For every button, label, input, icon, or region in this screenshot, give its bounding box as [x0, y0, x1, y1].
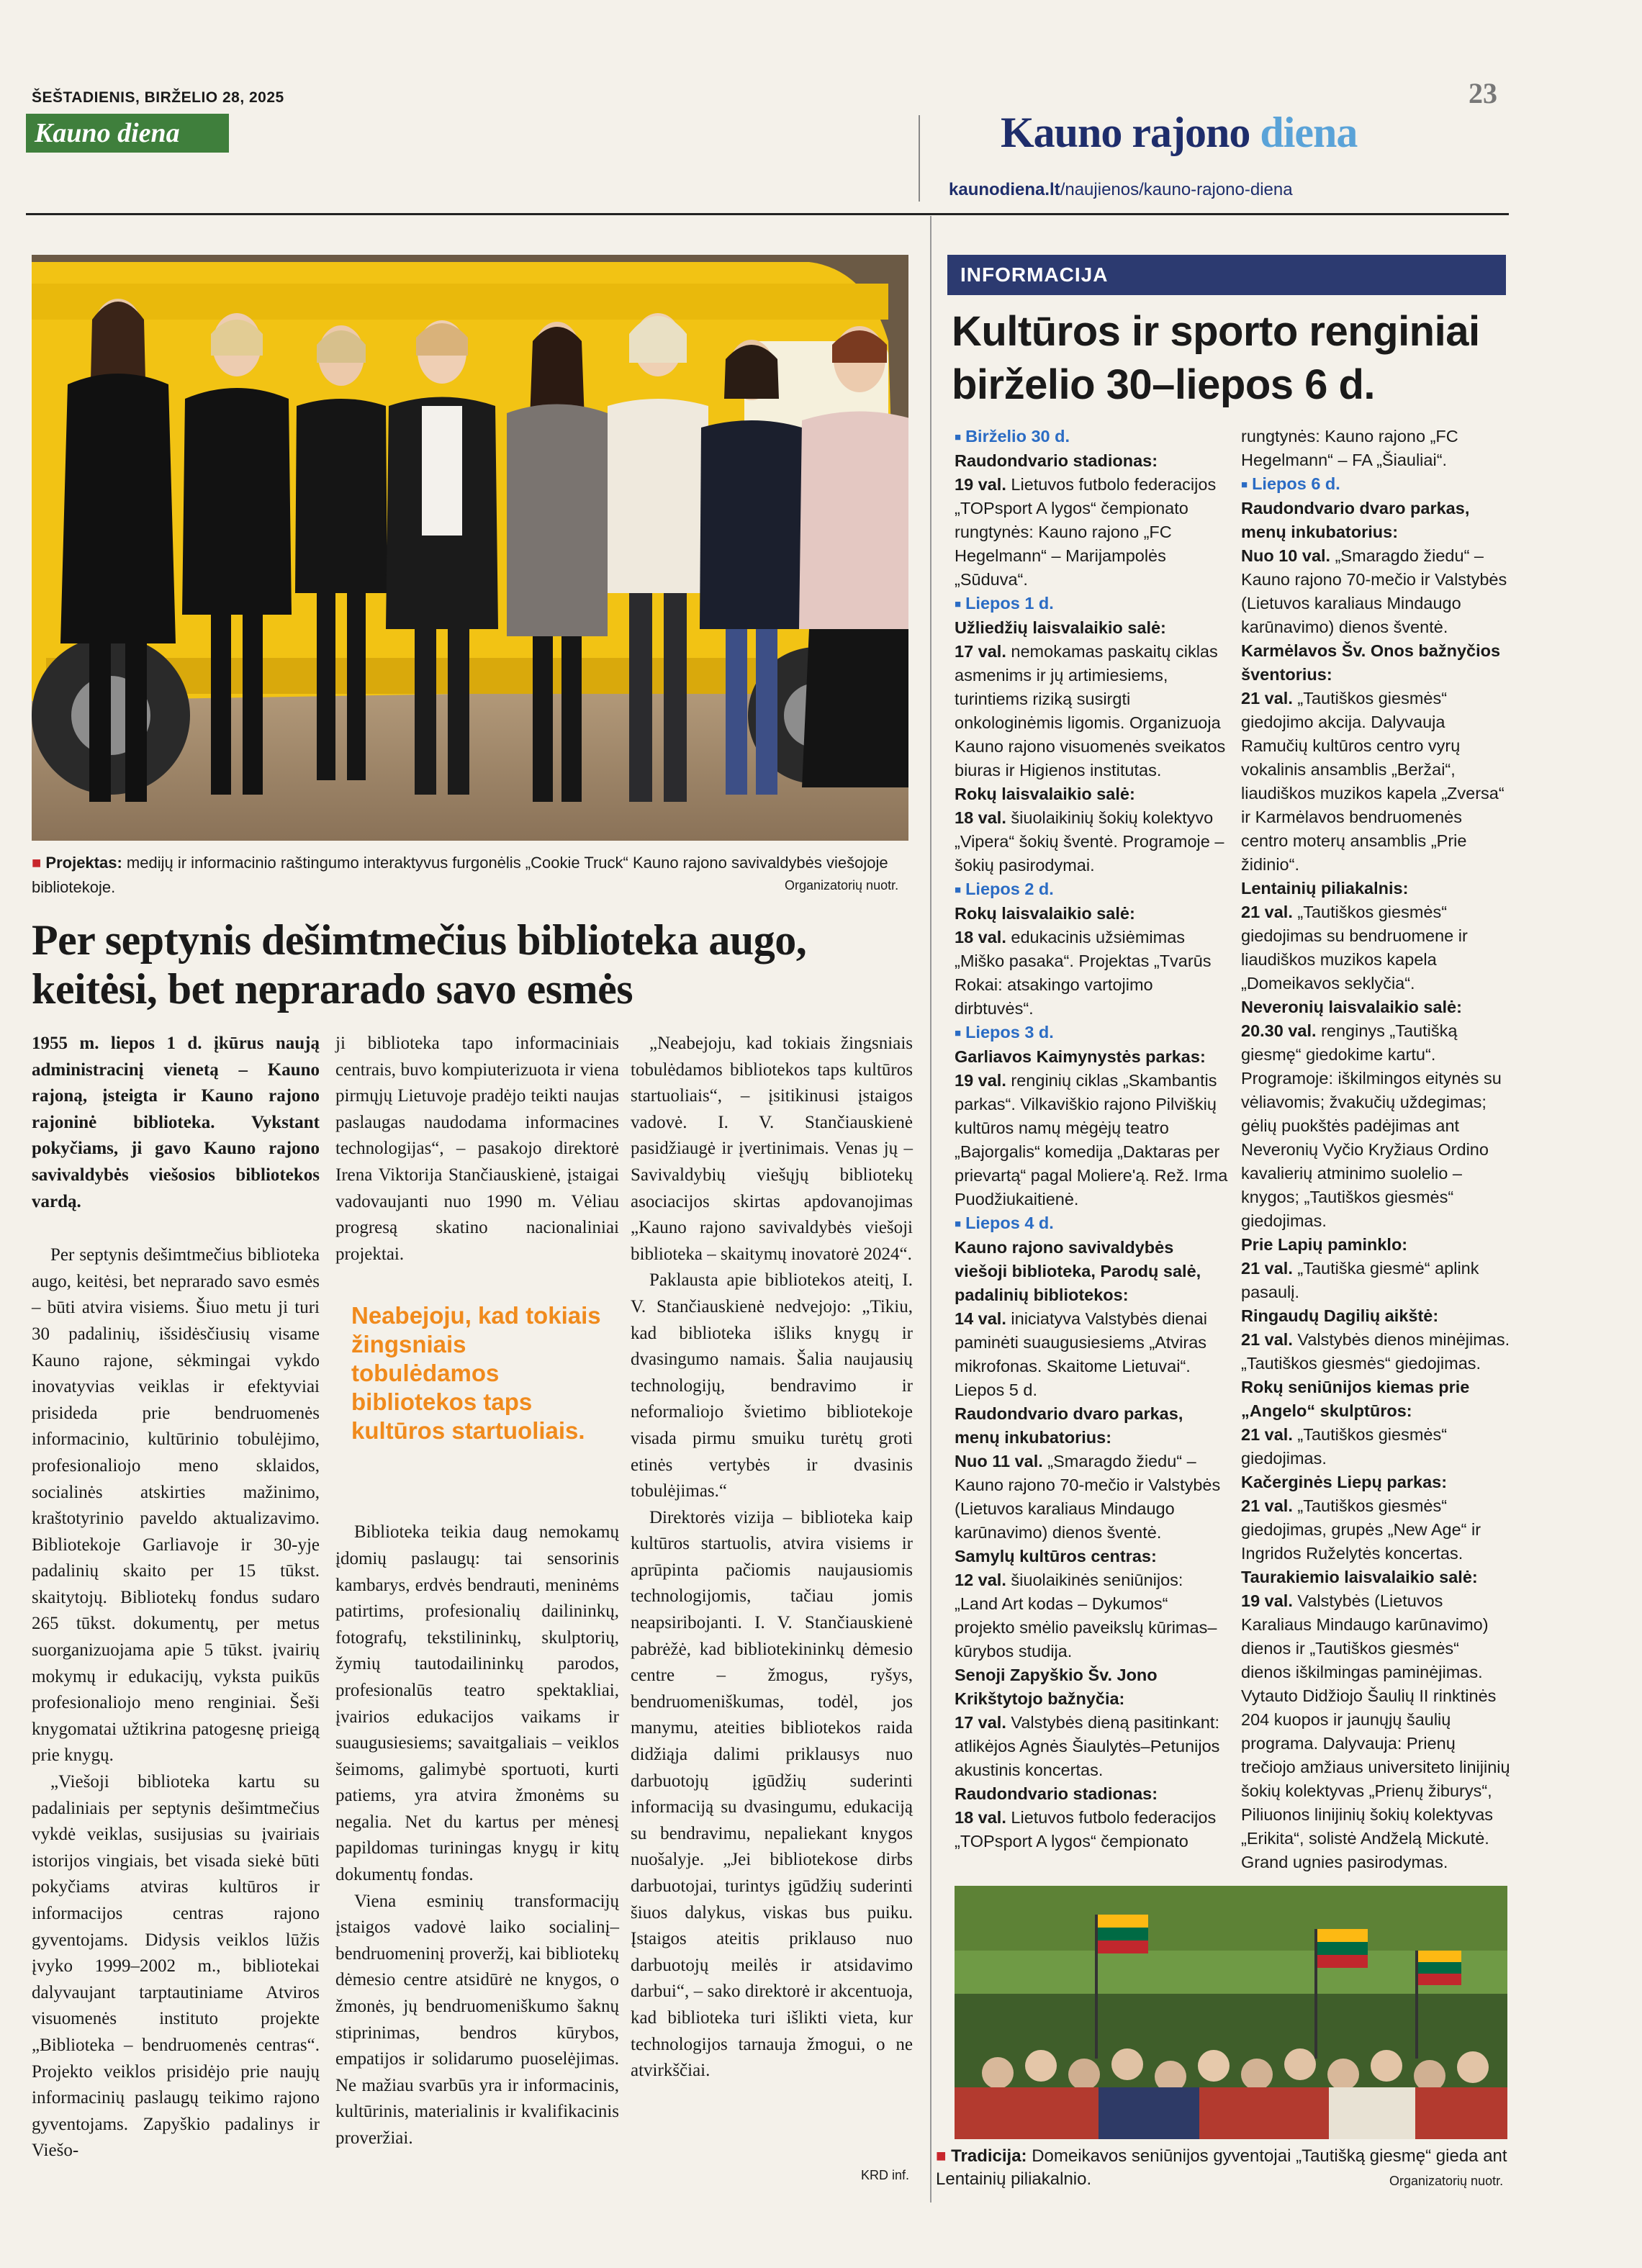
event-item — [1241, 1423, 1510, 1470]
article-paragraph: Direktorės vizija – biblioteka kaip kultūros startuolis, atvira visiems ir aprūpinta pačiomis naujausiomis technologijomis, tačiau jomis neapsiribojanti. I. V. Stančiauskienė pabrėžė, kad bibliotekininkų dėmesio centre – žmogus, ryšys, bendruomeniškumas, todėl, jos manymu, ateities bibliotekos raida didžiąja dalimi priklausys nuo darbuotojų įgūdžių suderinti informaciją su dvasingumu, edukaciją su bendravimu, nepaliekant knygos nuošalyje. „Jei bibliotekose dirbs darbuotojai, turintys įgūdžių suderinti šiuos dalykus, viskas bus puiku. Įstaigos ateitis priklauso nuo darbuotojų meilės ir atsidavimo darbui“, – sako direktorė ir akcentuoja, kad biblioteka turi išlikti vieta, kur technologijos tarnauja žmogui, o ne atvirkščiai. — [631, 1507, 913, 2081]
article-paragraph: „Viešoji biblioteka kartu su padaliniais per septynis dešimtmečius vykdė veiklas, susijusias su įvairiais istorijos vingiais, bet visada siekė būti pokyčiams atviras kultūros ir informacijos centras rajono gyventojams. Didysis veiklos lūžis įvyko 1999–2002 m., bibliotekai dalyvaujant tarptautiniame Atviros visuomenės instituto projekte „Biblioteka – bendruomenės centras“. Projekto veiklos prisidėjo prie naujų informacinių paslaugų teikimo rajono gyventojams. Zapyškio padalinys ir Viešo- — [32, 1772, 320, 2161]
event-item — [955, 473, 1228, 592]
event-description: „Tautiškos giesmės“ giedojimas. — [1241, 1425, 1448, 1468]
staff-photo-illustration — [32, 255, 908, 841]
event-description: šiuolaikinės seniūnijos: „Land Art kodas – Dykumos“ projekto smėlio paveikslų kūrimas–kūrybos studija. — [955, 1571, 1217, 1661]
event-description: edukacinis užsiėmimas „Miško pasaka“. Projektas „Tvarūs Rokai: atsakingo vartojimo dirbtuvės“. — [955, 928, 1212, 1018]
event-description: Valstybės dienos minėjimas. „Tautiškos giesmės“ giedojimas. — [1241, 1330, 1510, 1373]
event-day-heading: ■ Liepos 4 d. — [955, 1211, 1228, 1236]
article-paragraph: Paklausta apie bibliotekos ateitį, I. V. Stančiauskienė nedvejojo: „Tikiu, kad biblioteka išliks knygų ir dvasingumo namais. Šalia naujausių technologijų, bendravimo ir neformaliojo švietimo bibliotekoje visada pirmu smuiku turėtų groti etinės vertybės ir dvasinis tobulėjimas.“ — [631, 1270, 913, 1501]
event-description: „Tautiškos giesmės“ giedojimas, grupės „New Age“ ir Ingridos Ruželytės koncertas. — [1241, 1496, 1481, 1563]
event-time: 17 val. — [955, 642, 1006, 661]
event-time: 20.30 val. — [1241, 1021, 1317, 1040]
event-description: iniciatyva Valstybės dienai paminėti suaugusiesiems „Atviras mikrofonas. Skaitome Lietuvai“. Liepos 5 d. — [955, 1309, 1207, 1399]
column-divider — [930, 216, 931, 2203]
event-day-heading: ■ Liepos 2 d. — [955, 877, 1228, 902]
event-item — [1241, 900, 1510, 995]
event-description: Lietuvos futbolo federacijos „TOPsport A lygos“ čempionato — [955, 1808, 1217, 1851]
event-venue: Rokų laisvalaikio salė: — [955, 785, 1135, 803]
url-domain: kaunodiena.lt — [949, 180, 1060, 199]
article-lead: 1955 m. liepos 1 d. įkūrus naują administracinį vienetą – Kauno rajoną, įsteigta ir Kauno rajono rajoninė biblioteka. Vykstant pokyčiams, ji gavo Kauno rajono savivaldybės viešosios bibliotekos vardą. — [32, 1034, 320, 1211]
photo-credit: Organizatorių nuotr. — [785, 878, 899, 893]
event-description: Valstybės dieną pasitinkant: atlikėjos Agnės Šiaulytės–Petunijos akustinis koncertas. — [955, 1713, 1220, 1779]
event-day-heading: ■ Birželio 30 d. — [955, 425, 1228, 449]
event-item — [1241, 1019, 1510, 1233]
caption-text: medijų ir informacinio raštingumo interaktyvus furgonėlis „Cookie Truck“ Kauno rajono savivaldybės viešojoje bibliotekoje. — [32, 854, 888, 896]
event-item — [1241, 1257, 1510, 1304]
event-item — [1241, 687, 1510, 877]
event-item — [1241, 1589, 1510, 1874]
events-title: Kultūros ir sporto renginiai birželio 30–liepos 6 d. — [952, 308, 1480, 408]
event-item — [955, 1307, 1228, 1402]
event-venue: Rokų laisvalaikio salė: — [955, 904, 1135, 923]
event-item — [955, 806, 1228, 877]
event-venue: Raudondvario stadionas: — [955, 1784, 1158, 1803]
event-day-heading: ■ Liepos 3 d. — [955, 1021, 1228, 1045]
article-paragraph: ji biblioteka tapo informaciniais centrais, buvo kompiuterizuota ir viena pirmųjų Lietuvoje pradėjo teikti naujas paslaugas naudodama informacines technologijas“, – pasakojo direktorė Irena Viktorija Stančiauskienė, įstaigai vadovaujanti nuo 1990 m. Vėliau progresą skatino nacionaliniai projektai. — [335, 1034, 619, 1264]
caption-bullet-icon: ■ — [32, 854, 46, 872]
issue-date: ŠEŠTADIENIS, BIRŽELIO 28, 2025 — [32, 89, 284, 106]
article-column-1 — [32, 1031, 320, 2164]
event-item — [1241, 1328, 1510, 1375]
event-item — [955, 926, 1228, 1021]
article-column-3 — [631, 1031, 913, 2084]
event-venue: Samylų kultūros centras: — [955, 1547, 1157, 1566]
section-label: Kauno diena — [26, 114, 229, 153]
event-item — [1241, 1494, 1510, 1566]
event-venue: Neveronių laisvalaikio salė: — [1241, 998, 1462, 1016]
event-venue: Užliedžių laisvalaikio salė: — [955, 618, 1166, 637]
event-venue: Taurakiemio laisvalaikio salė: — [1241, 1568, 1478, 1586]
event-venue: Raudondvario dvaro parkas, menų inkubatorius: — [955, 1404, 1183, 1447]
article-paragraph: Viena esminių transformacijų įstaigos vadovė laiko socialinį–bendruomeninį proveržį, kai bibliotekų dėmesio centre atsidūrė ne knygos, o žmonės, jų bendruomeniškumo šaknų stiprinimas, bendros kūrybos, empatijos ir solidarumo puoselėjimas. Ne mažiau svarbūs yra ir informacinis, kultūrinis, materialinis ir kvalifikacinis proveržiai. — [335, 1891, 619, 2148]
event-venue: Senoji Zapyškio Šv. Jono Krikštytojo bažnyčia: — [955, 1666, 1158, 1708]
event-time: 12 val. — [955, 1571, 1006, 1589]
event-description: renginys „Tautišką giesmę“ giedokime kartu“. Programoje: iškilmingos eitynės su vėliavomis; žvakučių uždegimas; gėlių puokštės padėjimas ant Neveronių Vyčio Kryžiaus Ordino kavalierių atminimo suolelio – knygos; „Tautiškos giesmės“ giedojimas. — [1241, 1021, 1502, 1230]
caption-text: Domeikavos seniūnijos gyventojai „Tautišką giesmę“ gieda ant Lentainių piliakalnio. — [936, 2146, 1507, 2189]
event-description: „Tautiška giesmė“ aplink pasaulį. — [1241, 1259, 1479, 1301]
event-time: 18 val. — [955, 928, 1006, 946]
event-item — [955, 1450, 1228, 1545]
event-description: „Smaragdo žiedu“ – Kauno rajono 70-mečio ir Valstybės (Lietuvos karaliaus Mindaugo karūnavimo) dienos šventė. — [1241, 546, 1507, 636]
event-text: rungtynės: Kauno rajono „FC Hegelmann“ – FA „Šiauliai“. — [1241, 427, 1458, 469]
article-byline: KRD inf. — [861, 2168, 910, 2182]
crowd-photo-illustration — [955, 1886, 1507, 2139]
article-column-2 — [335, 1031, 619, 2152]
event-venue: Karmėlavos Šv. Onos bažnyčios šventorius: — [1241, 641, 1501, 684]
section-url[interactable] — [949, 180, 1293, 200]
event-item — [955, 640, 1228, 782]
event-day-heading: ■ Liepos 1 d. — [955, 592, 1228, 616]
page-number: 23 — [1469, 77, 1497, 109]
event-venue: Lentainių piliakalnis: — [1241, 879, 1409, 898]
header-divider — [919, 115, 920, 202]
caption-label: Projektas: — [45, 854, 122, 872]
event-description: „Smaragdo žiedu“ – Kauno rajono 70-mečio ir Valstybės (Lietuvos karaliaus Mindaugo karūnavimo) dienos šventė. — [955, 1452, 1221, 1542]
event-photo-credit: Organizatorių nuotr. — [1389, 2174, 1504, 2188]
event-time: 18 val. — [955, 808, 1006, 827]
staff-group-photo — [32, 255, 908, 841]
event-venue: Kačerginės Liepų parkas: — [1241, 1473, 1448, 1491]
event-time: Nuo 11 val. — [955, 1452, 1043, 1470]
event-time: 19 val. — [1241, 1591, 1293, 1610]
event-day-heading: ■ Liepos 6 d. — [1241, 472, 1510, 497]
event-description: nemokamas paskaitų ciklas asmenims ir jų artimiesiems, turintiems riziką susirgti onkologinėmis ligomis. Organizuoja Kauno rajono visuomenės sveikatos biuras ir Higienos institutas. — [955, 642, 1226, 780]
event-description: renginių ciklas „Skambantis parkas“. Vilkaviškio rajono Pilviškių kultūros namų mėgėjų teatro „Bajorgalis“ komedija „Daktaras per prievartą“ pagal Moliere'ą. Rež. Irma Puodžiukaitienė. — [955, 1071, 1228, 1208]
brand-masthead — [1001, 108, 1357, 158]
event-venue: Raudondvario dvaro parkas, menų inkubatorius: — [1241, 499, 1470, 541]
brand-accent: diena — [1260, 109, 1358, 156]
caption-bullet-icon: ■ — [936, 2146, 952, 2166]
event-time: 21 val. — [1241, 903, 1293, 921]
event-venue: Prie Lapių paminklo: — [1241, 1235, 1408, 1254]
photo-caption — [32, 851, 910, 900]
event-description: Valstybės (Lietuvos Karaliaus Mindaugo karūnavimo) dienos ir „Tautiškos giesmės“ dienos iškilmingas paminėjimas. Vytauto Didžiojo Šaulių II rinktinės 204 kuopos ir jaunųjų šaulių programa. Dalyvauja: Prienų trečiojo amžiaus universiteto linijinių šokių kolektyvas „Prienų žiburys“, Piliuonos linijinių šokių kolektyvas „Erikita“, solistė Andželą Mickutė. Grand ugnies pasirodymas. — [1241, 1591, 1510, 1871]
event-time: 21 val. — [1241, 689, 1293, 708]
event-time: 21 val. — [1241, 1425, 1293, 1444]
event-time: 18 val. — [955, 1808, 1006, 1827]
events-column-1 — [955, 425, 1228, 1853]
event-item — [955, 1711, 1228, 1782]
pull-quote: Neabejoju, kad tokiais žingsniais tobulėdamos bibliotekos taps kultūros startuoliais. — [351, 1302, 601, 1444]
event-venue: Garliavos Kaimynystės parkas: — [955, 1047, 1206, 1066]
event-time: 19 val. — [955, 475, 1006, 494]
url-path: /naujienos/kauno-rajono-diena — [1060, 180, 1293, 199]
event-venue: Ringaudų Dagilių aikštė: — [1241, 1306, 1439, 1325]
event-description: šiuolaikinių šokių kolektyvo „Vipera“ šokių šventė. Programoje – šokių pasirodymai. — [955, 808, 1224, 875]
event-venue: Kauno rajono savivaldybės viešoji biblioteka, Parodų salė, padalinių bibliotekos: — [955, 1238, 1201, 1304]
event-description: „Tautiškos giesmės“ giedojimo akcija. Dalyvauja Ramučių kultūros centro vyrų vokalinis ansamblis „Beržai“, liaudiškos muzikos kapela „Zversa“ ir Karmėlavos bendruomenės centro moterų ansamblis „Prie židinio“. — [1241, 689, 1505, 874]
event-time: 17 val. — [955, 1713, 1006, 1732]
event-item — [955, 1568, 1228, 1663]
article-paragraph: „Neabejoju, kad tokiais žingsniais tobulėdamos bibliotekos taps kultūros startuoliais“, – įsitikinusi įstaigos vadovė. I. V. Stančiauskienė pasidžiaugė ir įvertinimais. Venas jų – Savivaldybių viešųjų bibliotekų asociacijos skirtas apdovanojimas „Kauno rajono savivaldybės viešoji biblioteka – skaitymų inovatorė 2024“. — [631, 1034, 913, 1264]
article-paragraph: Biblioteka teikia daug nemokamų įdomių paslaugų: tai sensorinis kambarys, erdvės bendrauti, meninėms patirtims, profesionalių dailininkų, fotografų, tekstilininkų, skulptorių, žymių tautodailininkų parodos, profesionalūs teatro spektakliai, įvairios edukacijos vaikams ir suaugusiesiems; savaitgaliais – veiklos šeimoms, galimybė sportuoti, kurti patiems, yra atvira žmonėms su negalia. Net du kartus per mėnesį papildomas turiningas knygų ir kitų dokumentų fondas. — [335, 1522, 619, 1885]
event-time: 14 val. — [955, 1309, 1006, 1328]
event-time: Nuo 10 val. — [1241, 546, 1331, 565]
caption-label: Tradicija: — [951, 2146, 1027, 2166]
info-label-bar: INFORMACIJA — [947, 255, 1506, 295]
event-time: 21 val. — [1241, 1330, 1293, 1349]
article-headline: Per septynis dešimtmečius biblioteka augo, keitėsi, bet neprarado savo esmės — [32, 916, 807, 1013]
event-venue: Rokų seniūnijos kiemas prie „Angelo“ skulptūros: — [1241, 1378, 1470, 1420]
event-time: 21 val. — [1241, 1496, 1293, 1515]
event-time: 21 val. — [1241, 1259, 1293, 1278]
article-paragraph: Per septynis dešimtmečius biblioteka augo, keitėsi, bet neprarado savo esmės – būti atvira visiems. Šiuo metu ji turi 30 padalinių, išsidėsčiusių visame Kauno rajone, sėkmingai vykdo inovatyvias veiklas ir efektyviai prisideda prie bendruomenės informacinio, kultūrinio tobulėjimo, profesionaliojo meno sklaidos, socialinės atskirties mažinimo, kraštotyrinio paveldo aktualizavimo. Bibliotekoje Garliavoje ir 30-yje padalinių skaito per 15 tūkst. skaitytojų. Bibliotekų fondus sudaro 265 tūkst. dokumentų, per metus suorganizuojama apie 5 tūkst. įvairių mokymų ir edukacijų, vyksta puikūs profesionaliojo meno renginiai. Šeši knygomatai užtikrina patogesnę prieigą prie knygų. — [32, 1245, 320, 1766]
flag-crowd-photo — [955, 1886, 1507, 2139]
event-item — [955, 1069, 1228, 1211]
event-description: „Tautiškos giesmės“ giedojimas su bendruomene ir liaudiškos muzikos kapela „Domeikavos seklyčia“. — [1241, 903, 1468, 993]
event-venue: Raudondvario stadionas: — [955, 451, 1158, 470]
event-item — [1241, 544, 1510, 639]
event-time: 19 val. — [955, 1071, 1006, 1090]
brand-main: Kauno rajono — [1001, 109, 1250, 156]
header-rule — [26, 213, 1509, 215]
events-column-2 — [1241, 425, 1510, 1874]
event-description: Lietuvos futbolo federacijos „TOPsport A lygos“ čempionato rungtynės: Kauno rajono „FC Hegelmann“ – Marijampolės „Sūduva“. — [955, 475, 1217, 589]
event-item — [955, 1806, 1228, 1853]
